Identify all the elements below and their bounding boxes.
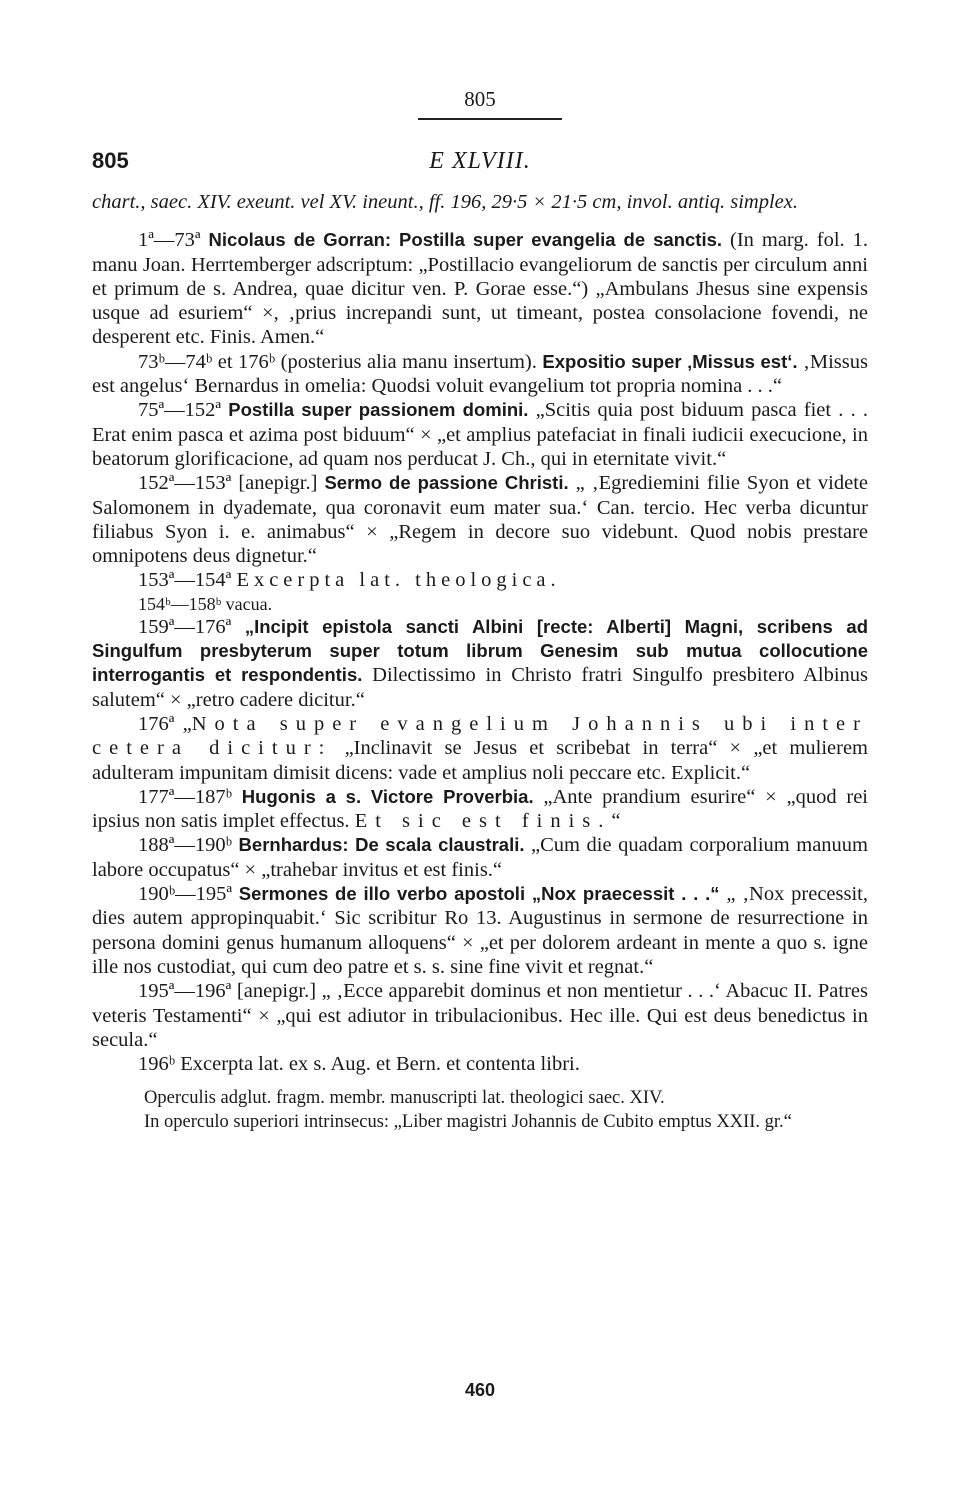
item-spaced-tail: Et sic est finis. (354, 810, 612, 833)
content-item (92, 785, 868, 834)
item-spaced-title: Nota super evangelium Johannis ubi inter cetera dicitur: (92, 712, 868, 760)
item-text: Dilectissimo in Christo fratri Singulfo presbitero Albinus salutem“ × „retro cadere dicitur.“ (92, 664, 868, 711)
content-item (92, 568, 868, 592)
entry-heading (92, 146, 868, 180)
folio-range: 177ª—187ᵇ (138, 785, 242, 808)
item-text: „ ‚Nox precessit, dies autem appropinquabit.‘ Sic scribitur Ro 13. Augustinus in sermone de resurrectione in persona domini genus humanum alloquens“ × „et per dolorem ardeant in mente a quo s. igne ille nos custodiat, qui cum deo patre et s. s. sine fine vivit et regnat.“ (92, 883, 868, 978)
folio-range: 154ᵇ—158ᵇ vacua. (138, 593, 273, 614)
folio-range: 1ª—73ª (138, 229, 209, 252)
folio-range: 159ª—176ª (138, 615, 245, 638)
binding-note: Operculis adglut. fragm. membr. manuscripti lat. theologici saec. XIV. (144, 1088, 665, 1109)
folio-range: 75ª—152ª (138, 399, 229, 422)
item-text: (In marg. fol. 1. manu Joan. Herrtemberger adscriptum: „Postillacio evangeliorum de sanctis per circulum anni et primum de s. Andrea, quae dicitur ven. P. Gorae esse.“) „Ambulans Jhesus sine expensis usque ad esuriem“ ×, ‚prius increpandi sunt, ut timeant, postea consolacione fovendi, ne desperent etc. Finis. Amen.“ (92, 229, 868, 349)
binding-note: In operculo superiori intrinsecus: „Liber magistri Johannis de Cubito emptus XXII. gr.“ (144, 1112, 792, 1133)
folio-range: 73ᵇ—74ᵇ et 176ᵇ (posterius alia manu insertum). (138, 350, 543, 373)
item-text: „Cum die quadam corporalium manuum labore occupatus“ × „trahebar invitus et est finis.“ (92, 834, 868, 881)
content-item (92, 350, 868, 399)
content-item (92, 228, 868, 349)
item-title: Sermo de passione Christi. (324, 472, 569, 494)
item-title: Postilla super passionem domini. (228, 399, 529, 421)
item-spaced-title: Excerpta lat. theologica. (236, 569, 561, 592)
entry-number: 805 (92, 148, 129, 173)
page-number: 460 (464, 1380, 496, 1400)
content-item (92, 398, 868, 471)
folio-range: 196ᵇ Excerpta lat. ex s. Aug. et Bern. et contenta libri. (138, 1053, 580, 1076)
physical-description: chart., saec. XIV. exeunt. vel XV. ineunt., ff. 196, 29·5 × 21·5 cm, invol. antiq. simplex. (92, 191, 798, 213)
folio-range: 152ª—153ª [anepigr.] (138, 472, 325, 495)
item-text: „Scitis quia post biduum pasca fiet . . . Erat enim pasca et azima post biduum“ × „et amplius patefaciat in finali iudicii execucione, in beatorum glorificacione, ad quam nos perducat J. Ch., qui in eternitate vivit.“ (92, 399, 869, 470)
item-text: ‚Missus est angelus‘ Bernardus in omelia: Quodsi voluit evangelium tot propria nomina . . .“ (92, 350, 868, 398)
content-item (92, 882, 868, 979)
item-title: Nicolaus de Gorran: Postilla super evangelia de sanctis. (208, 229, 723, 251)
item-title: „Incipit epistola sancti Albini [recte: Alberti] Magni, scribens ad Singulfum presbyterum super totum librum Genesim sub mutua collocutione interrogantis et respondentis. (92, 615, 868, 686)
entry-body (92, 190, 868, 1134)
content-item (92, 593, 868, 615)
item-tail: “ (611, 810, 621, 833)
item-title: Bernhardus: De scala claustrali. (238, 834, 525, 856)
item-title: Hugonis a s. Victore Proverbia. (241, 785, 534, 807)
folio-range: 190ᵇ—195ª (138, 883, 239, 906)
content-item (92, 712, 868, 785)
content-item (92, 979, 868, 1052)
item-text: „Ante prandium esurire“ × „quod rei ipsius non satis implet effectus. (92, 785, 868, 833)
running-head: 805 (464, 87, 496, 111)
item-title: Expositio super ‚Missus est‘. (542, 350, 798, 372)
entry-signature: E XLVIII. (429, 148, 531, 174)
header-rule (418, 118, 562, 120)
item-text: „ ‚Ecce apparebit dominus et non mentietur . . .‘ Abacuc II. Patres veteris Testamenti“ × „qui est adiutor in tribulacionibus. Hec ille. Qui est deus benedictus in secula.“ (92, 980, 869, 1051)
folio-range: 188ª—190ᵇ (138, 834, 239, 857)
item-text: „ ‚Egrediemini filie Syon et videte Salomonem in dyademate, qua coronavit eum mater sua.‘ Can. tercio. Hec verba dicuntur filiabus Syon i. e. animabus“ × „Regem in decore suo videbunt. Quod nobis prestare omnipotens deus dignetur.“ (92, 472, 868, 568)
folio-range: 195ª—196ª [anepigr.] (138, 980, 322, 1003)
content-item (92, 471, 868, 568)
content-item (92, 615, 868, 712)
item-title: Sermones de illo verbo apostoli „Nox praecessit . . .“ (238, 883, 720, 905)
folio-range: 153ª—154ª (138, 569, 237, 592)
content-item (92, 833, 868, 882)
content-item (92, 1052, 868, 1076)
folio-range: 176ª „ (138, 712, 192, 735)
item-text: „Inclinavit se Jesus et scribebat in terra“ × „et mulierem adulteram impunitam dimisit dicens: vade et amplius noli peccare etc. Explicit.“ (92, 737, 868, 784)
